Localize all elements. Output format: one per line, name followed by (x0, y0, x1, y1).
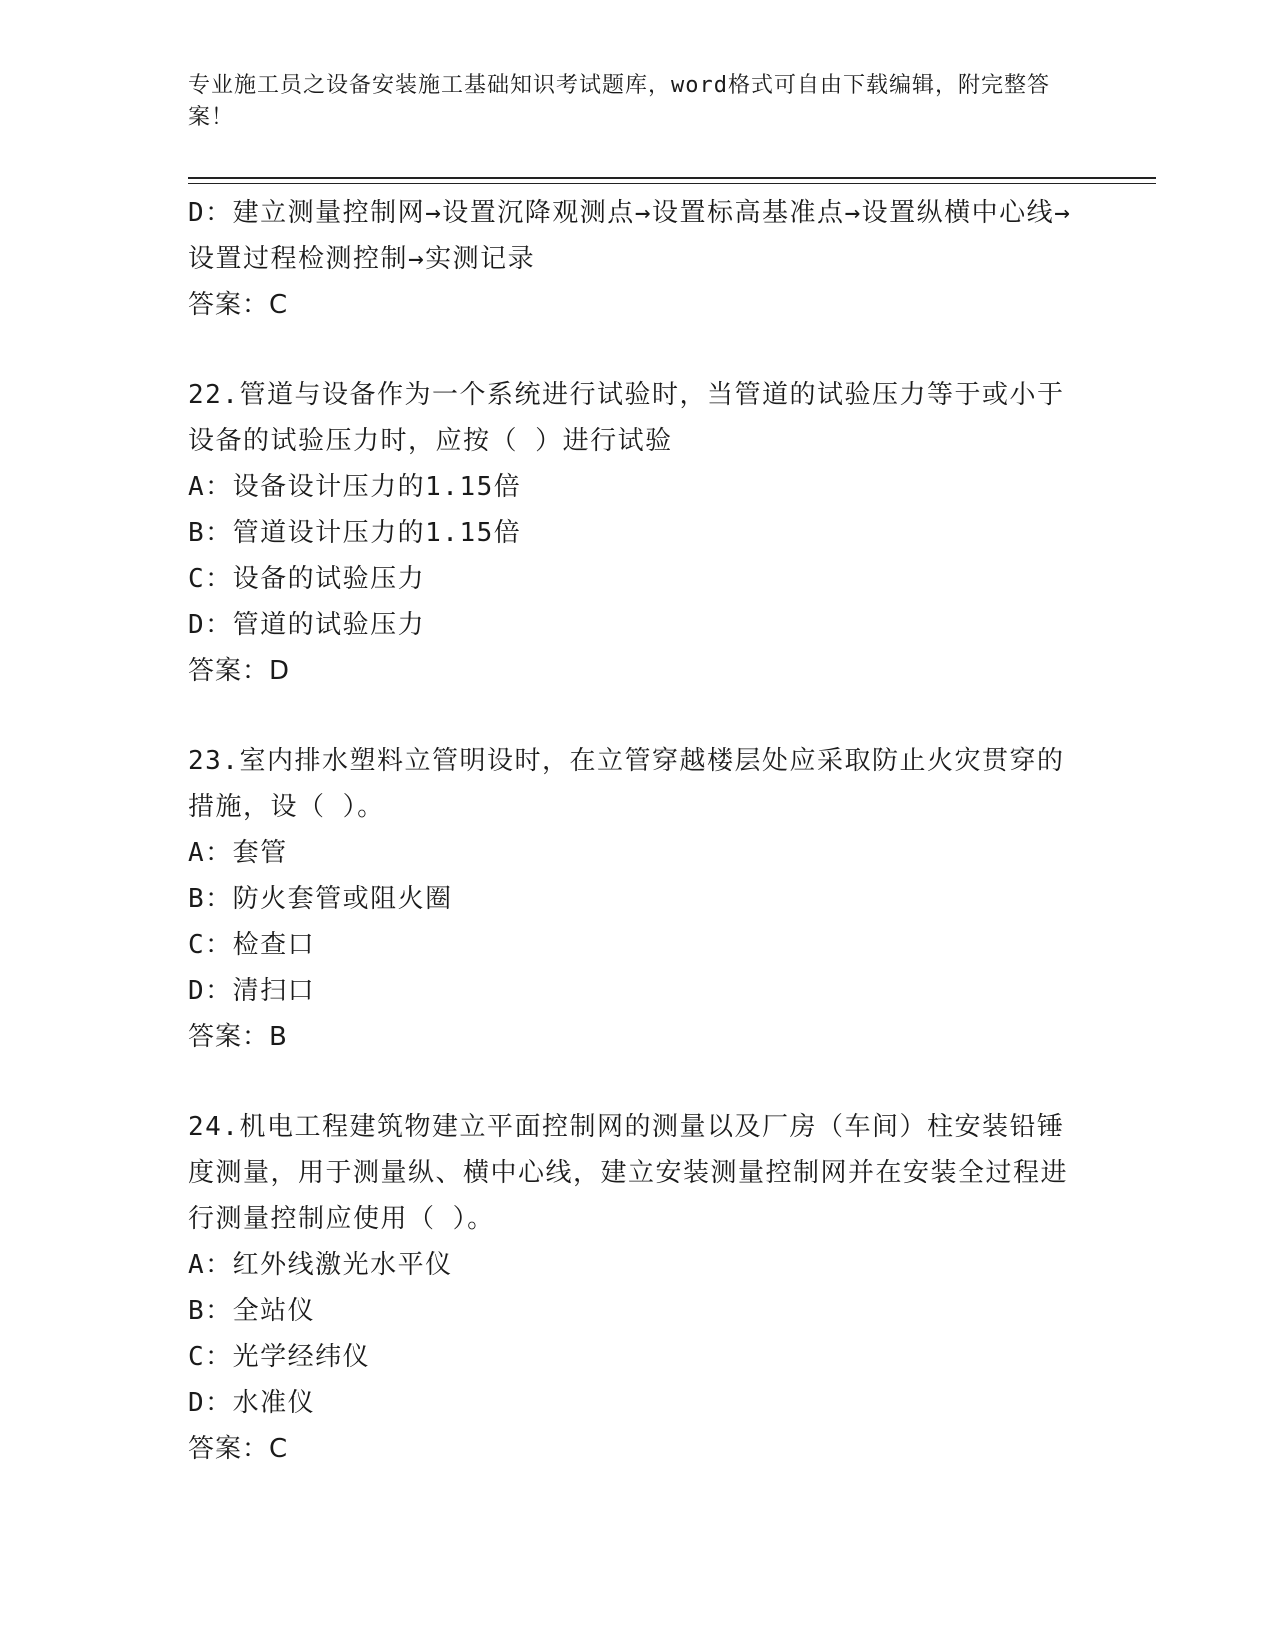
question-stem: 24.机电工程建筑物建立平面控制网的测量以及厂房（车间）柱安装铅锤度测量，用于测量纵、横中心线，建立安装测量控制网并在安装全过程进行测量控制应使用（ ）。 (188, 1112, 1069, 1234)
question-stem: 23.室内排水塑料立管明设时，在立管穿越楼层处应采取防止火灾贯穿的措施，设（ ）。 (188, 746, 1065, 822)
document-title: 专业施工员之设备安装施工基础知识考试题库，word格式可自由下载编辑，附完整答案！ (188, 73, 1050, 130)
question-block-22 (188, 372, 1088, 694)
option-b: B：管道设计压力的1.15倍 (188, 518, 522, 548)
option-a: A：红外线激光水平仪 (188, 1250, 453, 1280)
option-c: C：设备的试验压力 (188, 564, 426, 594)
option-d: D：水准仪 (188, 1388, 316, 1418)
question-block-24 (188, 1104, 1088, 1472)
answer: 答案：B (188, 1022, 288, 1052)
document-body (188, 190, 1088, 1472)
option-c: C：检查口 (188, 930, 316, 960)
option-c: C：光学经纬仪 (188, 1342, 371, 1372)
option-a: A：套管 (188, 838, 288, 868)
option-d: D：清扫口 (188, 976, 316, 1006)
option-a: A：设备设计压力的1.15倍 (188, 472, 522, 502)
question-block-23 (188, 738, 1088, 1060)
option-d: D：建立测量控制网→设置沉降观测点→设置标高基准点→设置纵横中心线→设置过程检测控制→实测记录 (188, 198, 1072, 274)
header-rule-thick (188, 177, 1156, 179)
question-stem: 22.管道与设备作为一个系统进行试验时，当管道的试验压力等于或小于设备的试验压力时，应按（ ）进行试验 (188, 380, 1065, 456)
document-header (188, 70, 1068, 134)
answer: 答案：C (188, 290, 289, 320)
header-rule-thin (188, 183, 1156, 184)
option-b: B：防火套管或阻火圈 (188, 884, 453, 914)
option-d: D：管道的试验压力 (188, 610, 426, 640)
option-b: B：全站仪 (188, 1296, 316, 1326)
answer: 答案：C (188, 1434, 289, 1464)
question-block-21 (188, 190, 1088, 328)
answer: 答案：D (188, 656, 291, 686)
